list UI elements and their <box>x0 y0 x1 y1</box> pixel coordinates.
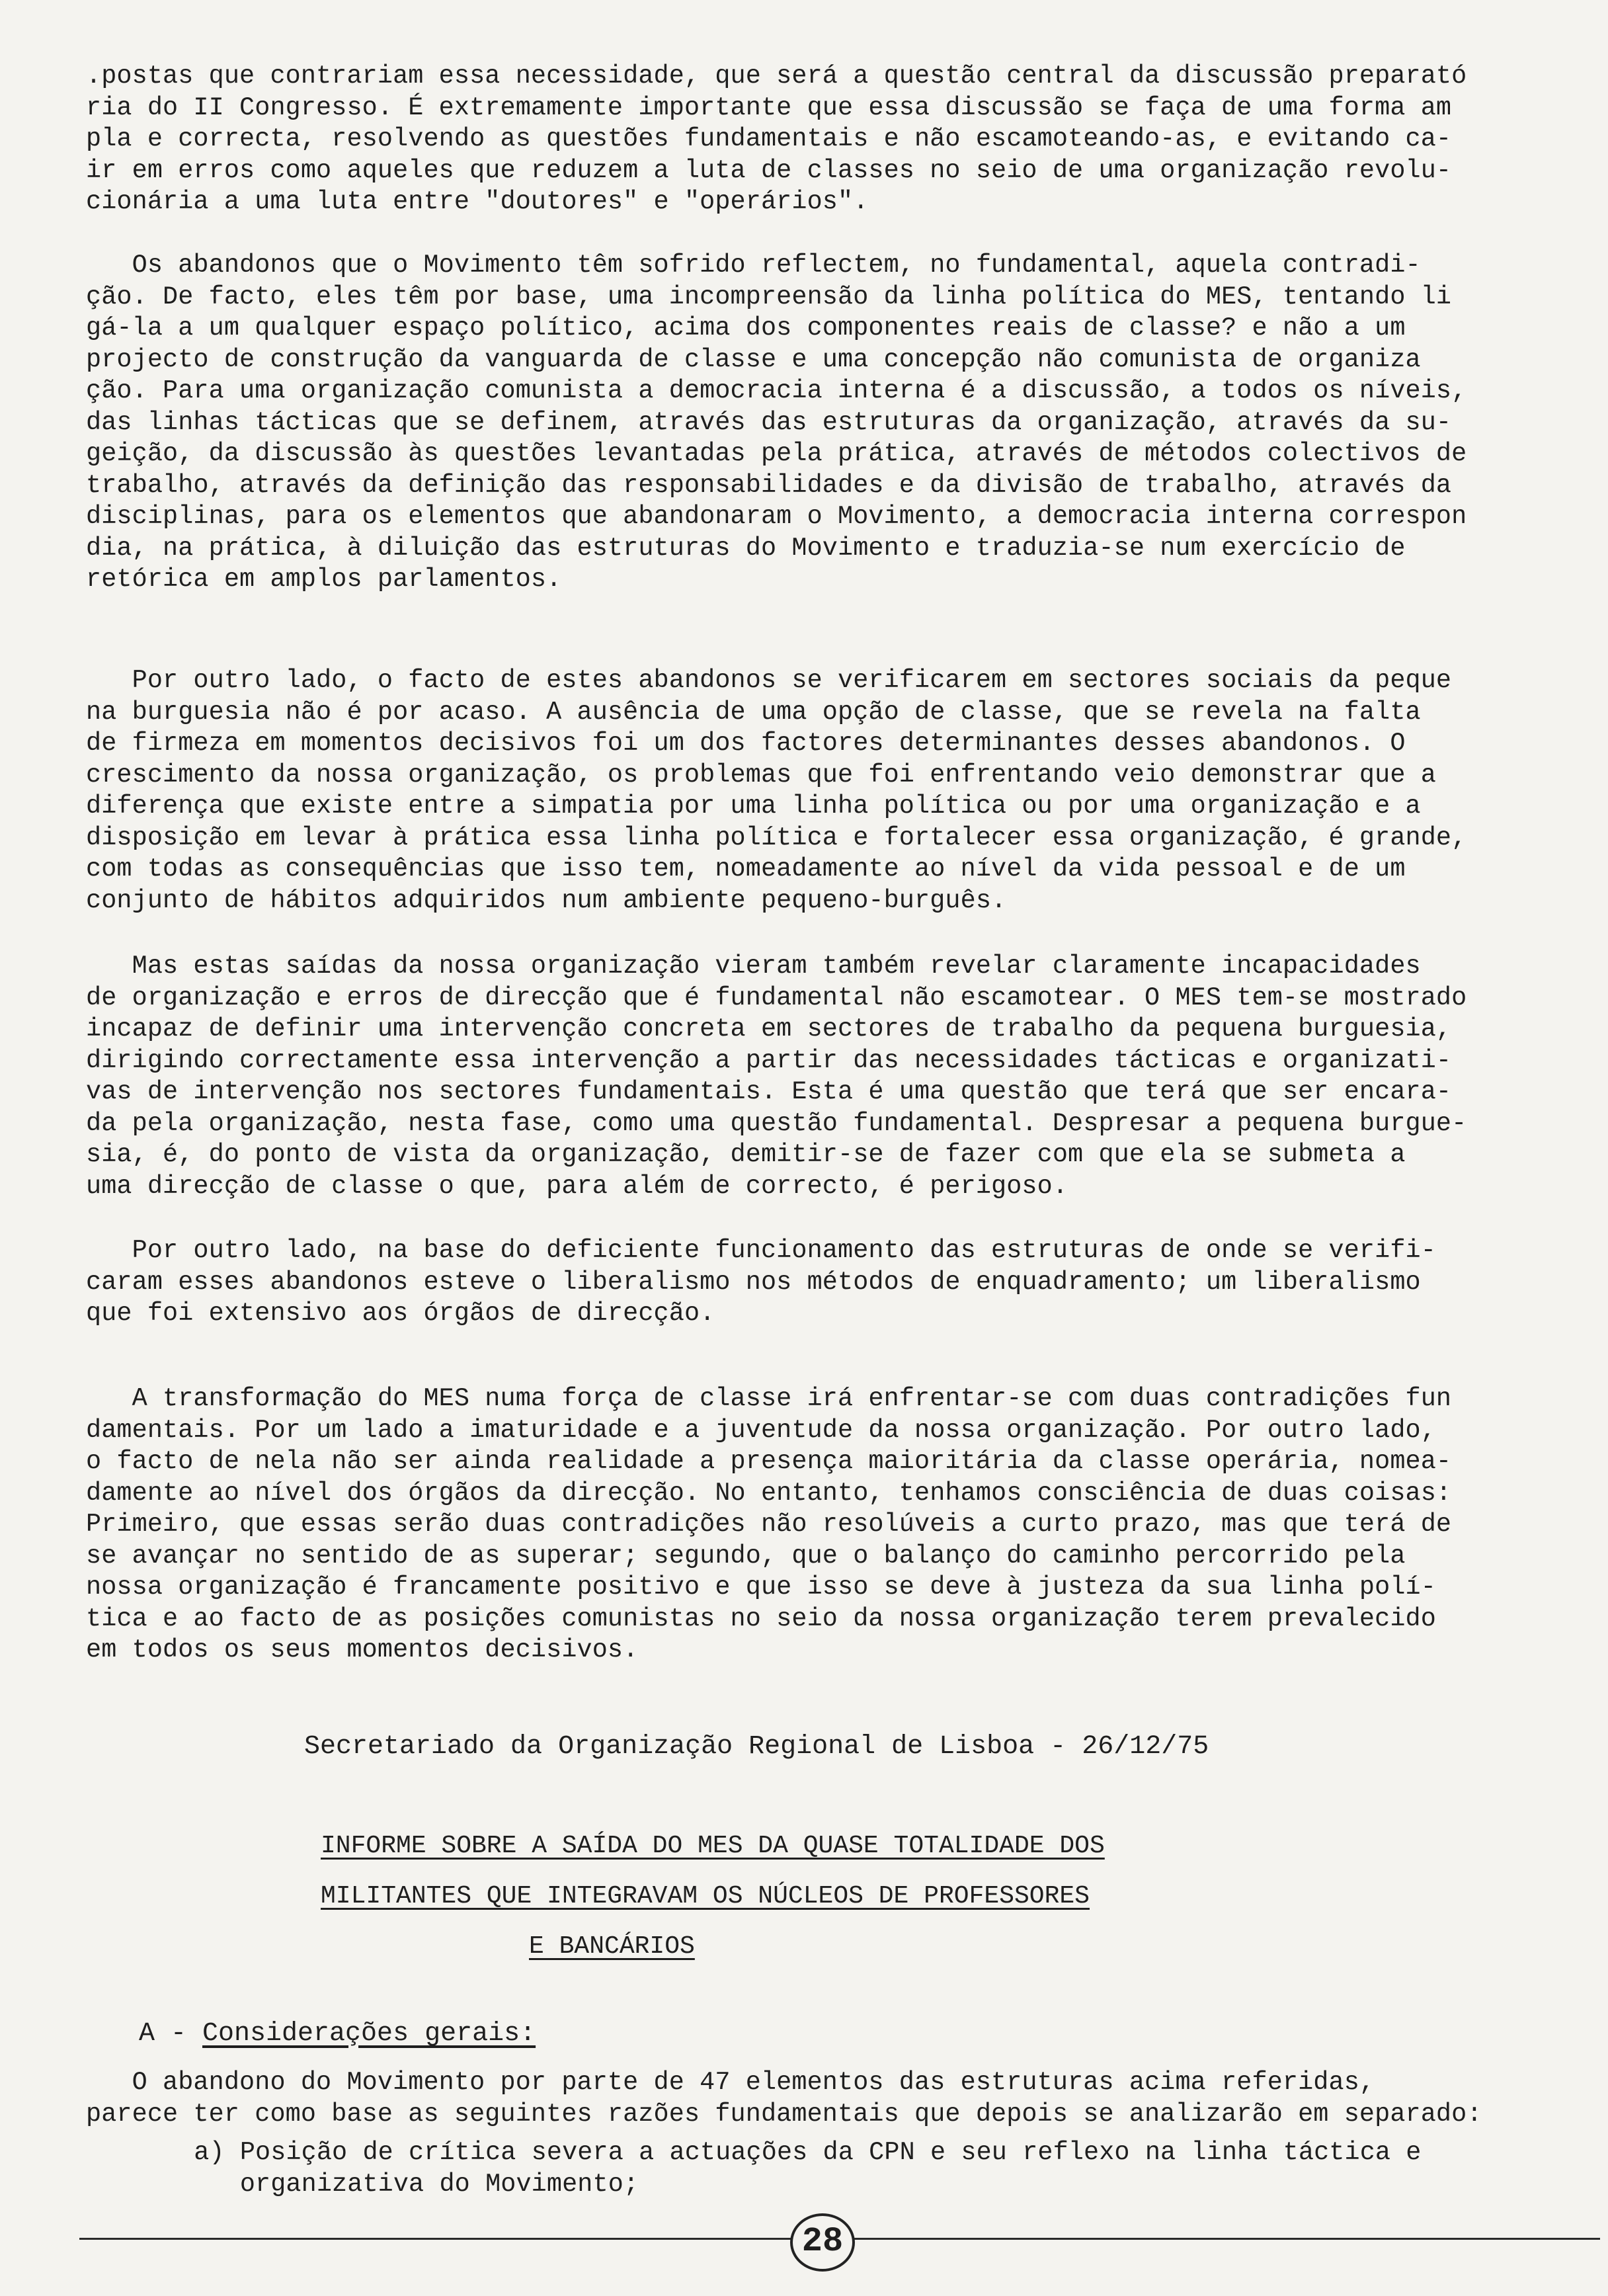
heading-line-1: INFORME SOBRE A SAÍDA DO MES DA QUASE TOTALIDADE DOS <box>321 1832 1105 1860</box>
signature: Secretariado da Organização Regional de Lisboa - 26/12/75 <box>304 1732 1209 1762</box>
paragraph-6: A transformação do MES numa força de classe irá enfrentar-se com duas contradições fun damentais. Por um lado a imaturidade e a juventude da nossa organização. Por outro lado, o facto de nela não ser ainda realidade a presença maioritária da classe operária, nomea- damente ao nível dos órgãos da direcção. No entanto, tenhamos consciência de duas coisas: Primeiro, que essas serão duas contradições não resolúveis a curto prazo, mas que terá de se avançar no sentido de as superar; segundo, que o balanço do caminho percorrido pela nossa organização é francamente positivo e que isso se deve à justeza da sua linha polí- tica e ao facto de as posições comunistas no seio da nossa organização terem prevalecido em todos os seus momentos decisivos. <box>86 1384 1452 1664</box>
section-title: Considerações gerais: <box>202 2019 536 2049</box>
paragraph-5: Por outro lado, na base do deficiente funcionamento das estruturas de onde se verifi- caram esses abandonos esteve o liberalismo nos métodos de enquadramento; um liberalismo que foi extensivo aos órgãos de direcção. <box>86 1236 1436 1328</box>
section-heading <box>139 2018 536 2050</box>
paragraph-3: Por outro lado, o facto de estes abandonos se verificarem em sectores sociais da peque na burguesia não é por acaso. A ausência de uma opção de classe, que se revela na falta de firmeza em momentos decisivos foi um dos factores determinantes desses abandonos. O crescimento da nossa organização, os problemas que foi enfrentando veio demonstrar que a diferença que existe entre a simpatia por uma linha política ou por uma organização e a disposição em levar à prática essa linha política e fortalecer essa organização, é grande, com todas as consequências que isso tem, nomeadamente ao nível da vida pessoal e de um conjunto de hábitos adquiridos num ambiente pequeno-burguês. <box>86 666 1467 915</box>
section-prefix: A - <box>139 2019 203 2049</box>
section-paragraph: O abandono do Movimento por parte de 47 elementos das estruturas acima referidas, parece ter como base as seguintes razões fundamentais que depois se analizarão em separado: <box>86 2068 1482 2129</box>
page-number: 28 <box>790 2213 855 2272</box>
paragraph-4: Mas estas saídas da nossa organização vieram também revelar claramente incapacidades de organização e erros de direcção que é fundamental não escamotear. O MES tem-se mostrado incapaz de definir uma intervenção concreta em sectores de trabalho da pequena burguesia, dirigindo correctamente essa intervenção a partir das necessidades tácticas e organizati- vas de intervenção nos sectores fundamentais. Esta é uma questão que terá que ser encara- da pela organização, nesta fase, como uma questão fundamental. Despresar a pequena burgue- sia, é, do ponto de vista da organização, demitir-se de fazer com que ela se submeta a uma direcção de classe o que, para além de correcto, é perigoso. <box>86 952 1467 1201</box>
paragraph-1: .postas que contrariam essa necessidade, que será a questão central da discussão preparató ria do II Congresso. É extremamente importante que essa discussão se faça de uma forma am pla e correcta, resolvendo as questões fundamentais e não escamoteando-as, e evitando ca- ir em erros como aqueles que reduzem a luta de classes no seio de uma organização revolu- cionária a uma luta entre "doutores" e "operários". <box>86 62 1467 216</box>
list-item-a: a) Posição de crítica severa a actuações da CPN e seu reflexo na linha táctica e organizativa do Movimento; <box>194 2138 1422 2199</box>
paragraph-2: Os abandonos que o Movimento têm sofrido reflectem, no fundamental, aquela contradi- ção. De facto, eles têm por base, uma incompreensão da linha política do MES, tentando li gá-la a um qualquer espaço político, acima dos componentes reais de classe? e não a um projecto de construção da vanguarda de classe e uma concepção não comunista de organiza ção. Para uma organização comunista a democracia interna é a discussão, a todos os níveis, das linhas tácticas que se definem, através das estruturas da organização, através da su- geição, da discussão às questões levantadas pela prática, através de métodos colectivos de trabalho, através da definição das responsabilidades e da divisão de trabalho, através da disciplinas, para os elementos que abandonaram o Movimento, a democracia interna correspon dia, na prática, à diluição das estruturas do Movimento e traduzia-se num exercício de retórica em amplos parlamentos. <box>86 251 1467 594</box>
heading-line-2: MILITANTES QUE INTEGRAVAM OS NÚCLEOS DE PROFESSORES <box>321 1882 1090 1910</box>
heading-line-3: E BANCÁRIOS <box>529 1932 695 1961</box>
